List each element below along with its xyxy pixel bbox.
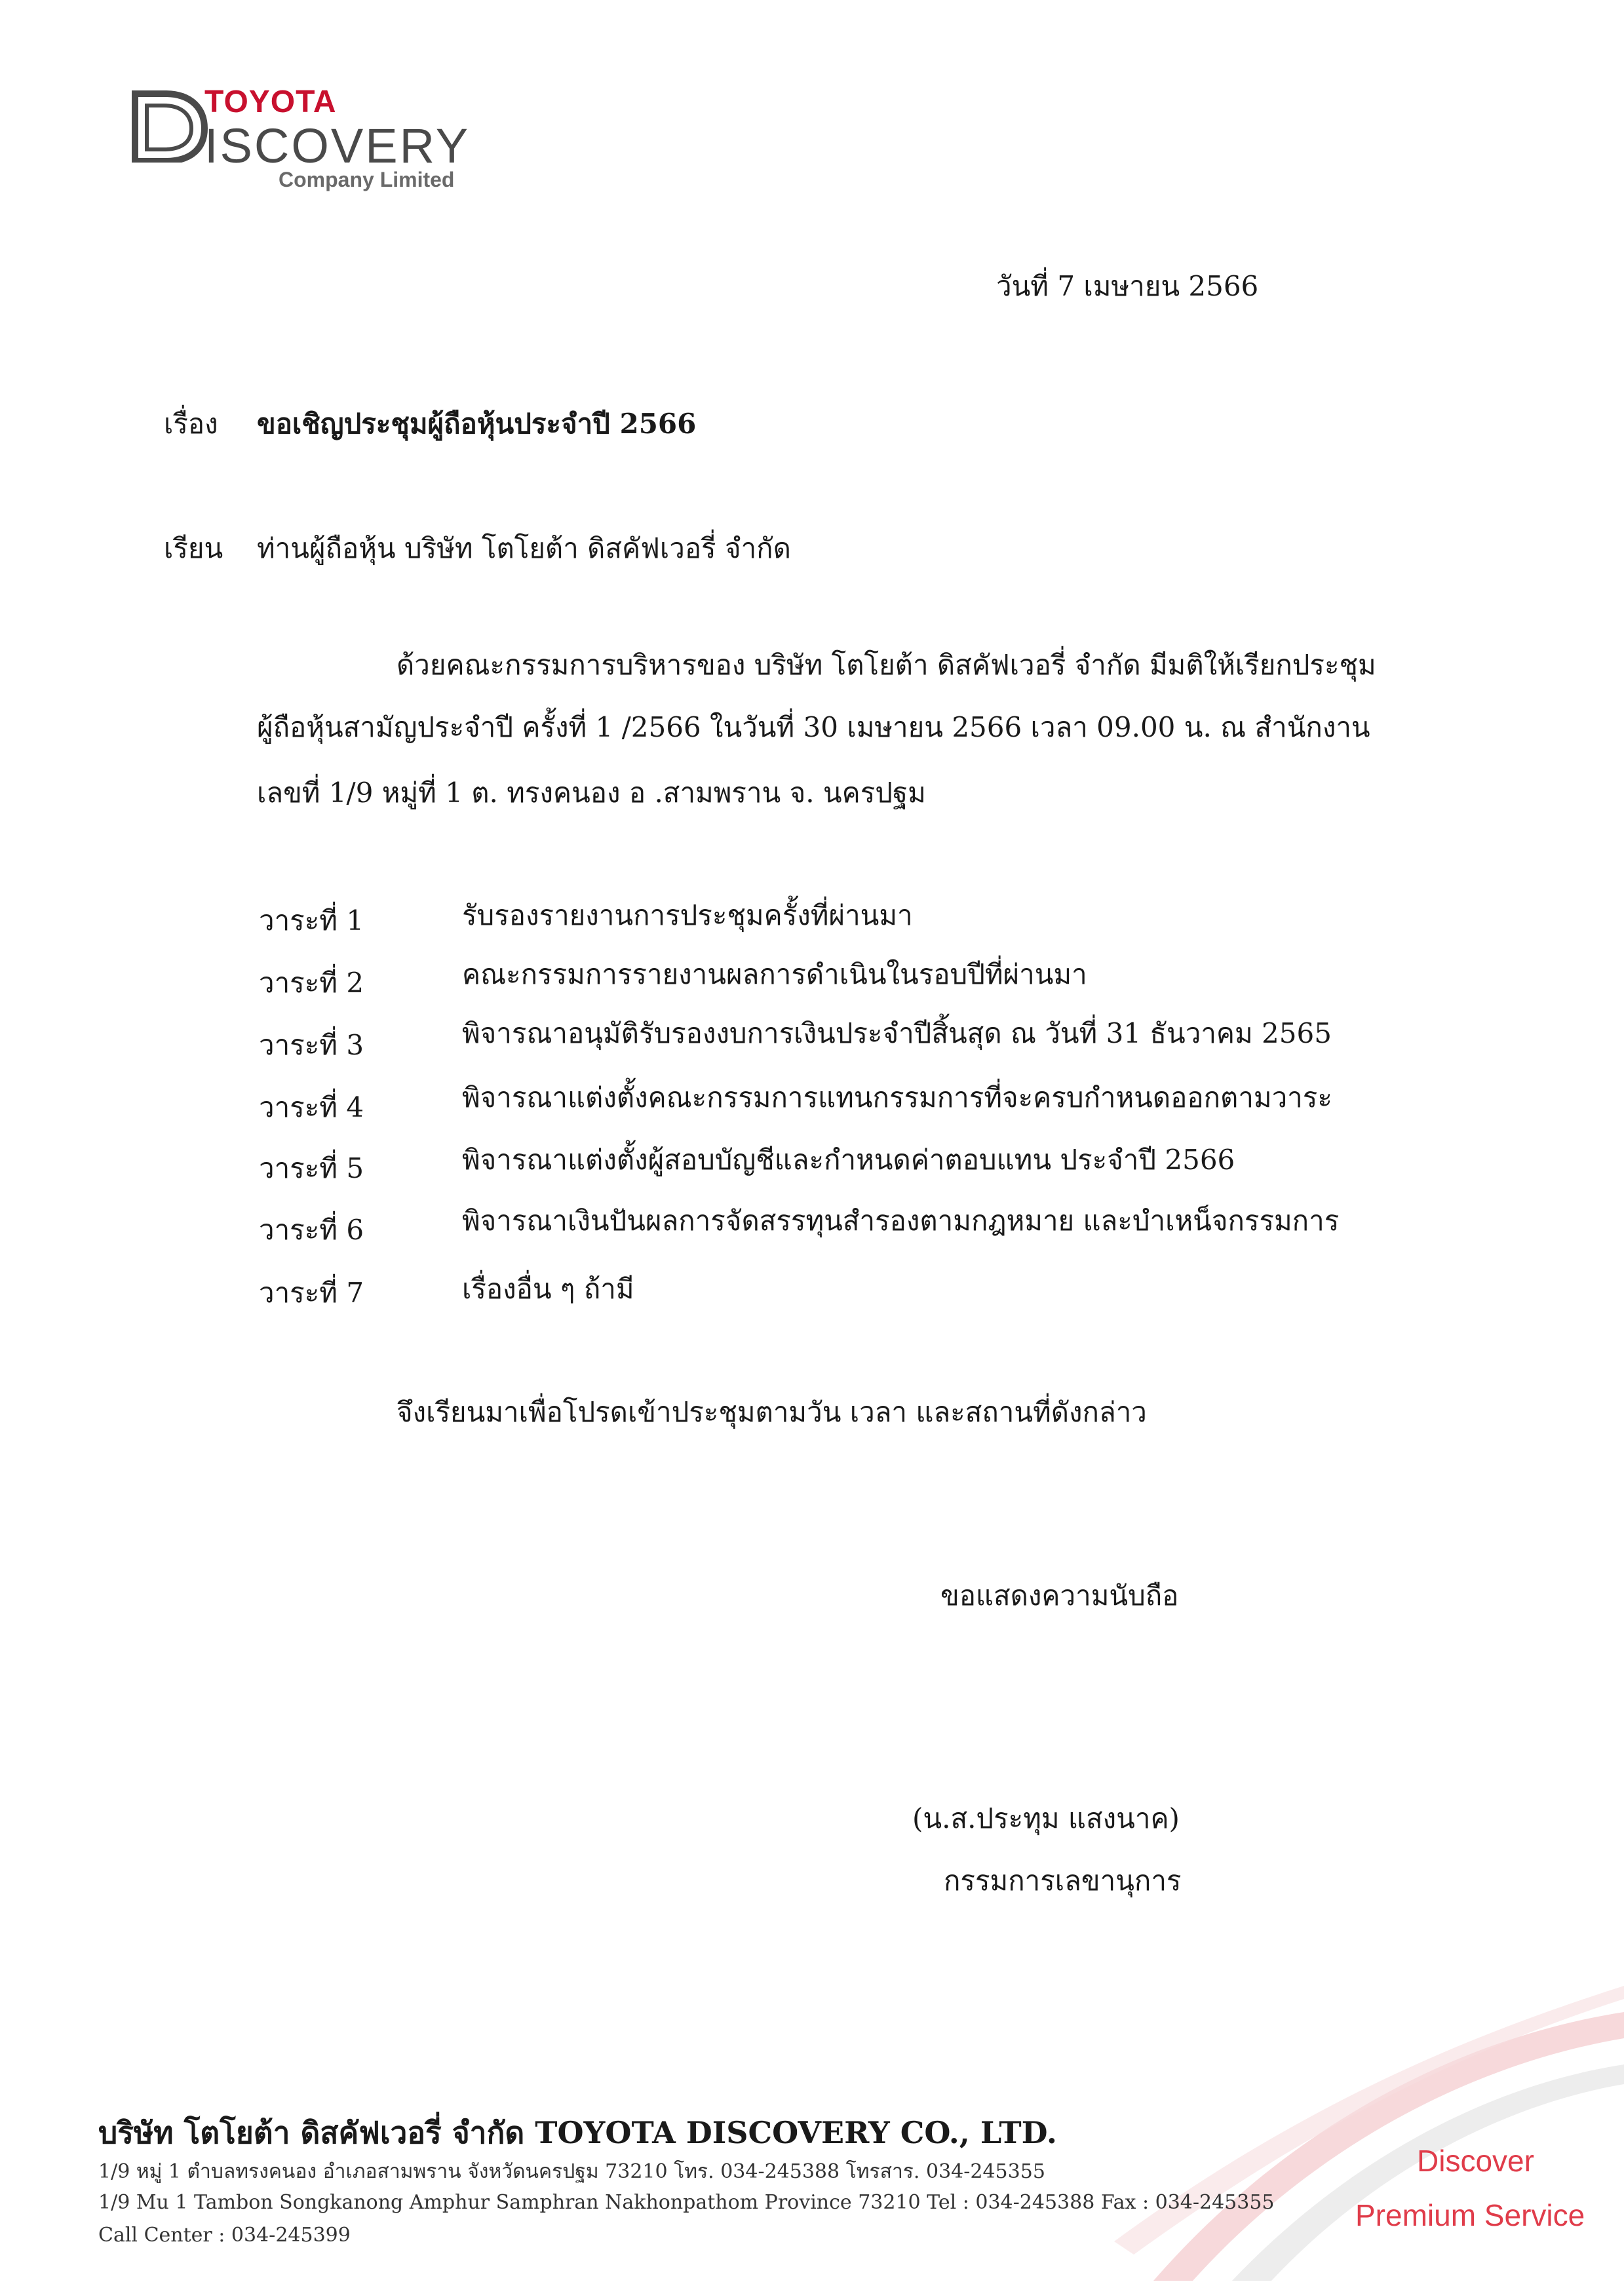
swoosh-decoration [1114,1933,1624,2286]
agenda-text: พิจารณาเงินปันผลการจัดสรรทุนสำรองตามกฎหมาย และบำเหน็จกรรมการ [462,1205,1340,1237]
body-line-2: ผู้ถือหุ้นสามัญประจำปี ครั้งที่ 1 /2566 ในวันที่ 30 เมษายน 2566 เวลา 09.00 น. ณ สำนักงาน [257,711,1370,743]
recipient-label: เรียน [164,532,223,564]
agenda-text: รับรองรายงานการประชุมครั้งที่ผ่านมา [462,899,913,931]
agenda-text: เรื่องอื่น ๆ ถ้ามี [462,1273,634,1305]
agenda-text: คณะกรรมการรายงานผลการดำเนินในรอบปีที่ผ่านมา [462,958,1087,990]
signer-title: กรรมการเลขานุการ [944,1865,1182,1897]
regards: ขอแสดงความนับถือ [940,1579,1179,1612]
agenda-number: วาระที่ 2 [259,967,364,999]
agenda-number: วาระที่ 6 [259,1214,364,1246]
subject-label: เรื่อง [164,408,218,440]
d-letter-logo-mark [131,84,210,163]
footer-company-name: บริษัท โตโยต้า ดิสคัฟเวอรี่ จำกัด TOYOTA DISCOVERY CO., LTD. [98,2115,1057,2150]
letter-date: วันที่ 7 เมษายน 2566 [996,270,1259,302]
subject-text: ขอเชิญประชุมผู้ถือหุ้นประจำปี 2566 [257,408,697,440]
logo-subtitle: Company Limited [279,168,455,191]
agenda-number: วาระที่ 1 [259,904,364,937]
logo-brand: TOYOTA [204,85,337,119]
agenda-text: พิจารณาอนุมัติรับรองงบการเงินประจำปีสิ้นสุด ณ วันที่ 31 ธันวาคม 2565 [462,1017,1332,1049]
body-line-3: เลขที่ 1/9 หมู่ที่ 1 ต. ทรงคนอง อ .สามพราน จ. นครปฐม [257,777,926,809]
agenda-number: วาระที่ 7 [259,1277,364,1309]
body-line-1: ด้วยคณะกรรมการบริหารของ บริษัท โตโยต้า ดิสคัฟเวอรี่ จำกัด มีมติให้เรียกประชุม [396,649,1376,681]
agenda-text: พิจารณาแต่งตั้งผู้สอบบัญชีและกำหนดค่าตอบแทน ประจำปี 2566 [462,1144,1235,1176]
company-logo [131,84,485,195]
footer-address-thai: 1/9 หมู่ 1 ตำบลทรงคนอง อำเภอสามพราน จังหวัดนครปฐม 73210 โทร. 034-245388 โทรสาร. 034-245355 [98,2160,1045,2183]
logo-name: ISCOVERY [204,119,471,173]
footer-call-center: Call Center : 034-245399 [98,2224,351,2247]
agenda-text: พิจารณาแต่งตั้งคณะกรรมการแทนกรรมการที่จะครบกำหนดออกตามวาระ [462,1081,1332,1114]
slogan-discover: Discover [1417,2144,1534,2178]
closing-line: จึงเรียนมาเพื่อโปรดเข้าประชุมตามวัน เวลา และสถานที่ดังกล่าว [396,1396,1147,1428]
footer-address-english: 1/9 Mu 1 Tambon Songkanong Amphur Samphran Nakhonpathom Province 73210 Tel : 034-245388 Fax : 034-245355 [98,2191,1275,2214]
slogan-premium-service: Premium Service [1355,2198,1585,2232]
signer-name: (น.ส.ประทุม แสงนาค) [912,1802,1180,1834]
agenda-number: วาระที่ 5 [259,1152,364,1184]
agenda-number: วาระที่ 3 [259,1029,364,1061]
recipient-text: ท่านผู้ถือหุ้น บริษัท โตโยต้า ดิสคัฟเวอรี่ จำกัด [257,532,791,564]
agenda-number: วาระที่ 4 [259,1091,364,1123]
